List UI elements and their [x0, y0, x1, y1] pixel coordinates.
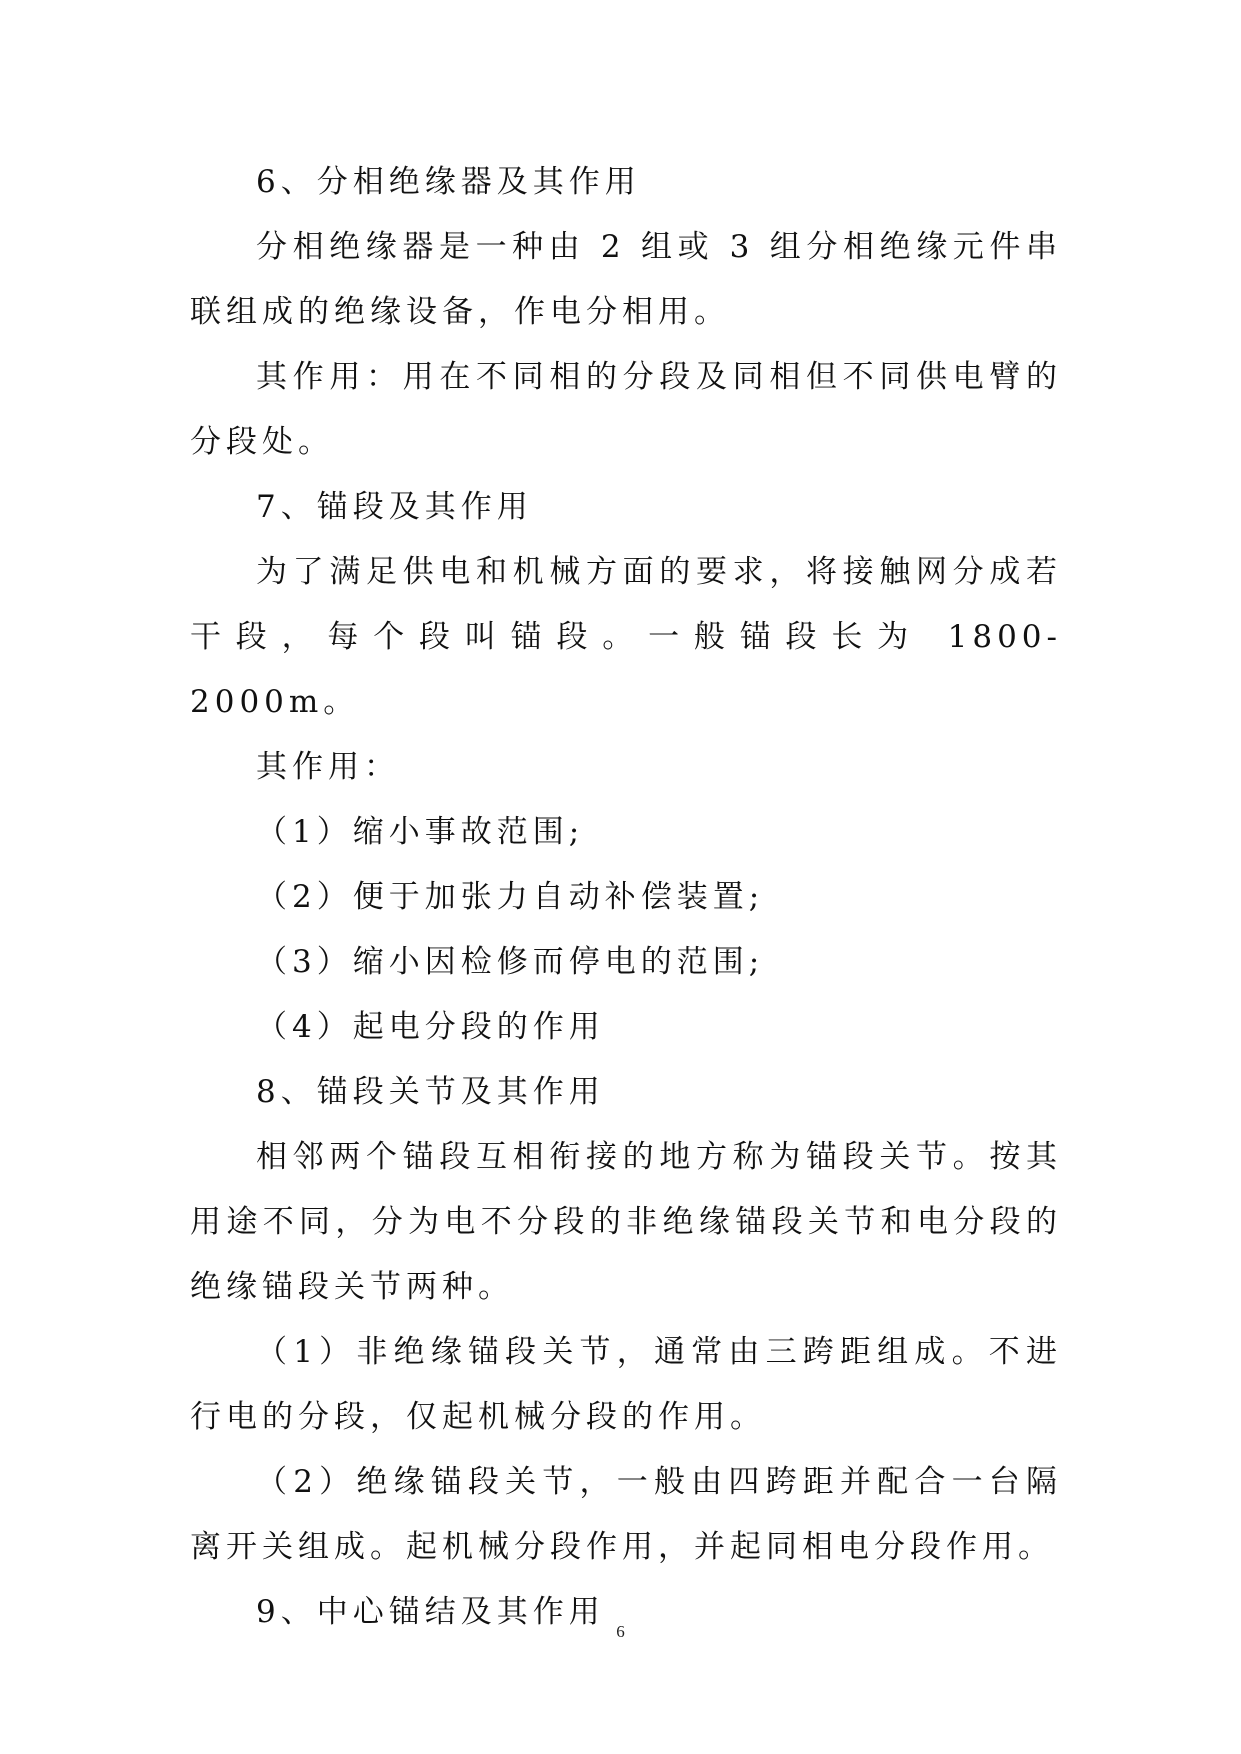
section-heading-8: 8、锚段关节及其作用	[256, 1074, 605, 1110]
list-item: （2）便于加张力自动补偿装置;	[256, 879, 765, 915]
paragraph: 其作用：用在不同相的分段及同相但不同供电臂的分段处。	[190, 359, 1062, 460]
list-item: （3）缩小因检修而停电的范围;	[256, 944, 765, 980]
section-heading-9: 9、中心锚结及其作用	[256, 1594, 605, 1630]
page-number: 6	[616, 1622, 625, 1641]
paragraph: （1）非绝缘锚段关节，通常由三跨距组成。不进行电的分段，仅起机械分段的作用。	[190, 1334, 1062, 1435]
paragraph: （2）绝缘锚段关节，一般由四跨距并配合一台隔离开关组成。起机械分段作用，并起同相电分段作用。	[190, 1464, 1062, 1565]
list-item: （1）缩小事故范围;	[256, 814, 585, 850]
page-body	[190, 150, 1062, 1645]
paragraph: 其作用：	[256, 749, 400, 785]
section-heading-7: 7、锚段及其作用	[256, 489, 533, 525]
paragraph: 分相绝缘器是一种由 2 组或 3 组分相绝缘元件串联组成的绝缘设备，作电分相用。	[190, 229, 1062, 330]
paragraph: 为了满足供电和机械方面的要求，将接触网分成若干段，每个段叫锚段。一般锚段长为 1800-2000m。	[190, 554, 1062, 720]
paragraph: 相邻两个锚段互相衔接的地方称为锚段关节。按其用途不同，分为电不分段的非绝缘锚段关节和电分段的绝缘锚段关节两种。	[190, 1139, 1062, 1305]
section-heading-6: 6、分相绝缘器及其作用	[256, 164, 641, 200]
list-item: （4）起电分段的作用	[256, 1009, 605, 1045]
